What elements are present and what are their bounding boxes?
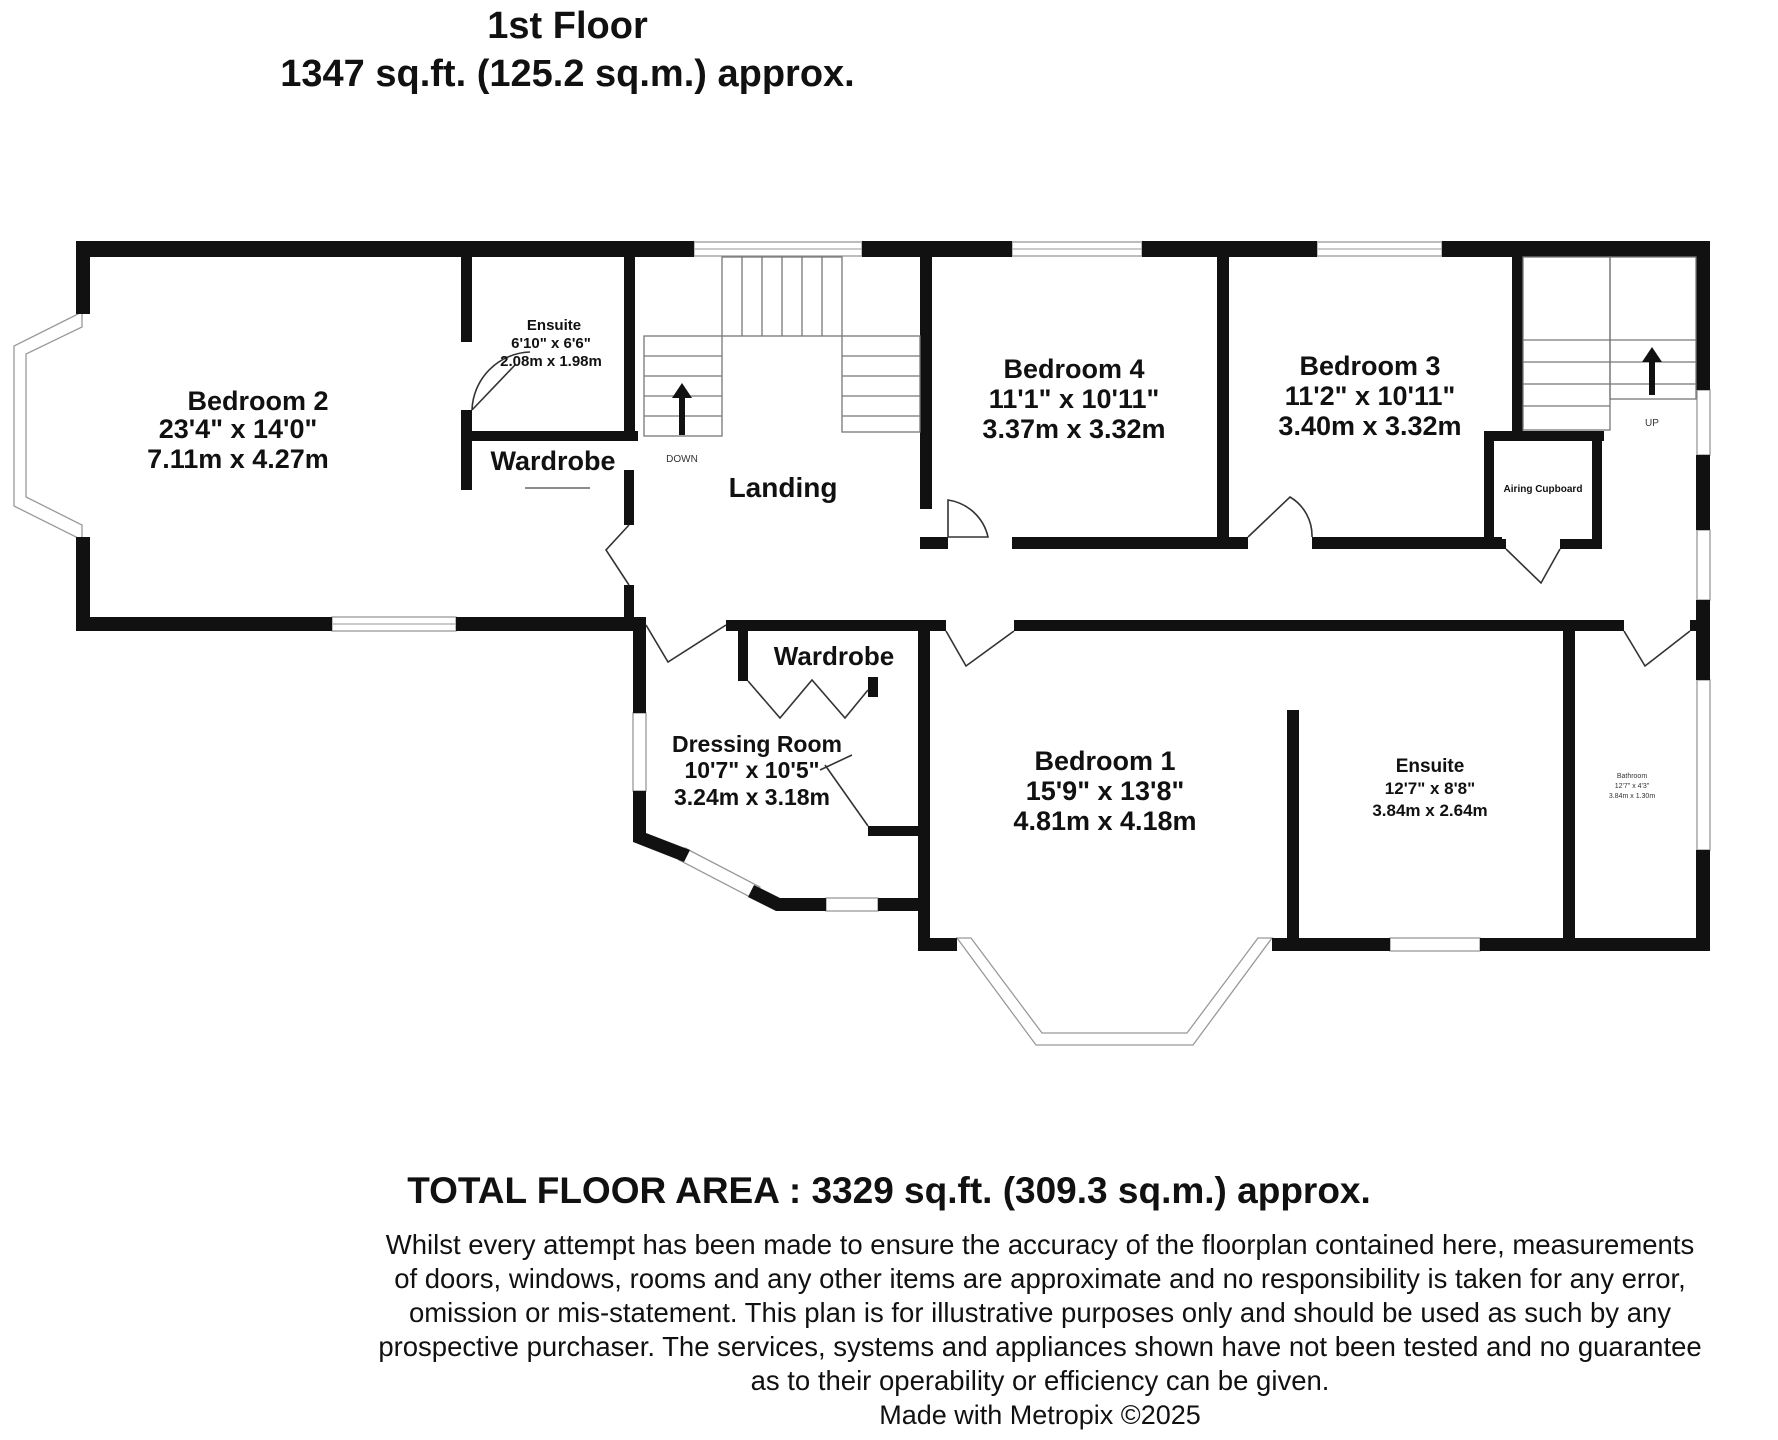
door-airing [1506, 549, 1560, 583]
door-dressing [646, 625, 726, 662]
disclaimer-line: omission or mis-statement. This plan is for illustrative purposes only and should be used as such by any [408, 1297, 1672, 1328]
wardrobe-label: Wardrobe [490, 446, 616, 476]
room-name: Ensuite [526, 317, 582, 334]
room-ensuite-large [1372, 756, 1487, 820]
walls [76, 241, 1710, 951]
room-size-imperial: 15'9" x 13'8" [1025, 776, 1185, 806]
door-bedroom4 [948, 500, 988, 537]
room-size-metric: 3.37m x 3.32m [982, 414, 1166, 444]
room-size-metric: 4.81m x 4.18m [1013, 806, 1197, 836]
room-name: Bathroom [1616, 773, 1648, 780]
room-size-metric: 3.40m x 3.32m [1278, 411, 1462, 441]
room-name: Ensuite [1395, 756, 1465, 777]
room-landing [666, 454, 837, 503]
made-with-credit: Made with Metropix ©2025 [879, 1400, 1201, 1430]
door-bathroom [1624, 631, 1690, 666]
room-name: Dressing Room [672, 731, 842, 757]
door-bedroom3 [1248, 497, 1312, 537]
up-arrow-icon [1642, 347, 1662, 362]
room-dressing [672, 731, 842, 810]
door-bedroom2 [606, 525, 629, 585]
room-name: Bedroom 4 [1003, 354, 1145, 384]
window-ensuite [1390, 938, 1480, 951]
disclaimer-line: as to their operability or efficiency can be given. [750, 1365, 1330, 1396]
room-size-imperial: 12'7" x 8'8" [1384, 779, 1476, 798]
airing-cupboard-label: Airing Cupboard [1503, 484, 1583, 495]
room-ensuite-small [500, 317, 602, 370]
bay-window-bedroom1 [957, 938, 1272, 1045]
door-bedroom1 [946, 631, 1014, 666]
stairs-down-label: DOWN [666, 454, 698, 465]
window-dressing-bottom [826, 898, 878, 911]
room-size-metric: 3.84m x 2.64m [1372, 801, 1488, 820]
up-arrow-icon [672, 383, 692, 398]
room-size-metric: 3.24m x 3.18m [673, 784, 831, 810]
room-size-imperial: 11'1" x 10'11" [988, 384, 1160, 414]
floor-title: 1st Floor [487, 5, 648, 47]
total-floor-area: TOTAL FLOOR AREA : 3329 sq.ft. (309.3 sq.m.) approx. [407, 1170, 1371, 1211]
room-name: Bedroom 2 [187, 386, 329, 416]
stairs-up [1523, 257, 1696, 430]
room-bathroom [1609, 773, 1655, 800]
room-size-imperial: 11'2" x 10'11" [1284, 381, 1456, 411]
bay-window-bedroom2 [14, 312, 82, 540]
wardrobe-dressing-label: Wardrobe [773, 641, 895, 671]
stairs-down [644, 257, 920, 436]
window-dressing-side [633, 713, 646, 791]
disclaimer-line: Whilst every attempt has been made to ensure the accuracy of the floorplan contained here, measurements [385, 1229, 1695, 1260]
room-name: Landing [728, 472, 838, 503]
room-name: Bedroom 3 [1299, 351, 1441, 381]
window-stairs-right [1697, 390, 1710, 455]
disclaimer [300, 1228, 1778, 1398]
disclaimer-line: of doors, windows, rooms and any other items are approximate and no responsibility is taken for any error, [394, 1263, 1686, 1294]
room-size-imperial: 6'10" x 6'6" [511, 335, 591, 352]
room-name: Bedroom 1 [1034, 746, 1176, 776]
disclaimer-line: prospective purchaser. The services, systems and appliances shown have not been tested and no guarantee [378, 1331, 1702, 1362]
room-size-metric: 3.84m x 1.30m [1608, 793, 1656, 800]
room-size-metric: 7.11m x 4.27m [147, 444, 329, 474]
room-bedroom4 [982, 354, 1165, 444]
window-landing-right [1697, 530, 1710, 600]
room-size-imperial: 12'7" x 4'3" [1614, 783, 1650, 790]
room-bedroom1 [1013, 746, 1196, 836]
room-size-imperial: 23'4" x 14'0" [158, 414, 318, 444]
room-bedroom2 [147, 386, 329, 474]
room-bedroom3 [1278, 351, 1461, 441]
wardrobe-doors [748, 680, 868, 718]
floor-area: 1347 sq.ft. (125.2 sq.m.) approx. [280, 53, 855, 95]
window-dressing-angled [679, 848, 760, 899]
stairs-up-label: UP [1645, 418, 1659, 429]
window-bathroom [1697, 680, 1710, 850]
room-size-metric: 2.08m x 1.98m [500, 353, 602, 370]
room-size-imperial: 10'7" x 10'5" [684, 757, 820, 783]
